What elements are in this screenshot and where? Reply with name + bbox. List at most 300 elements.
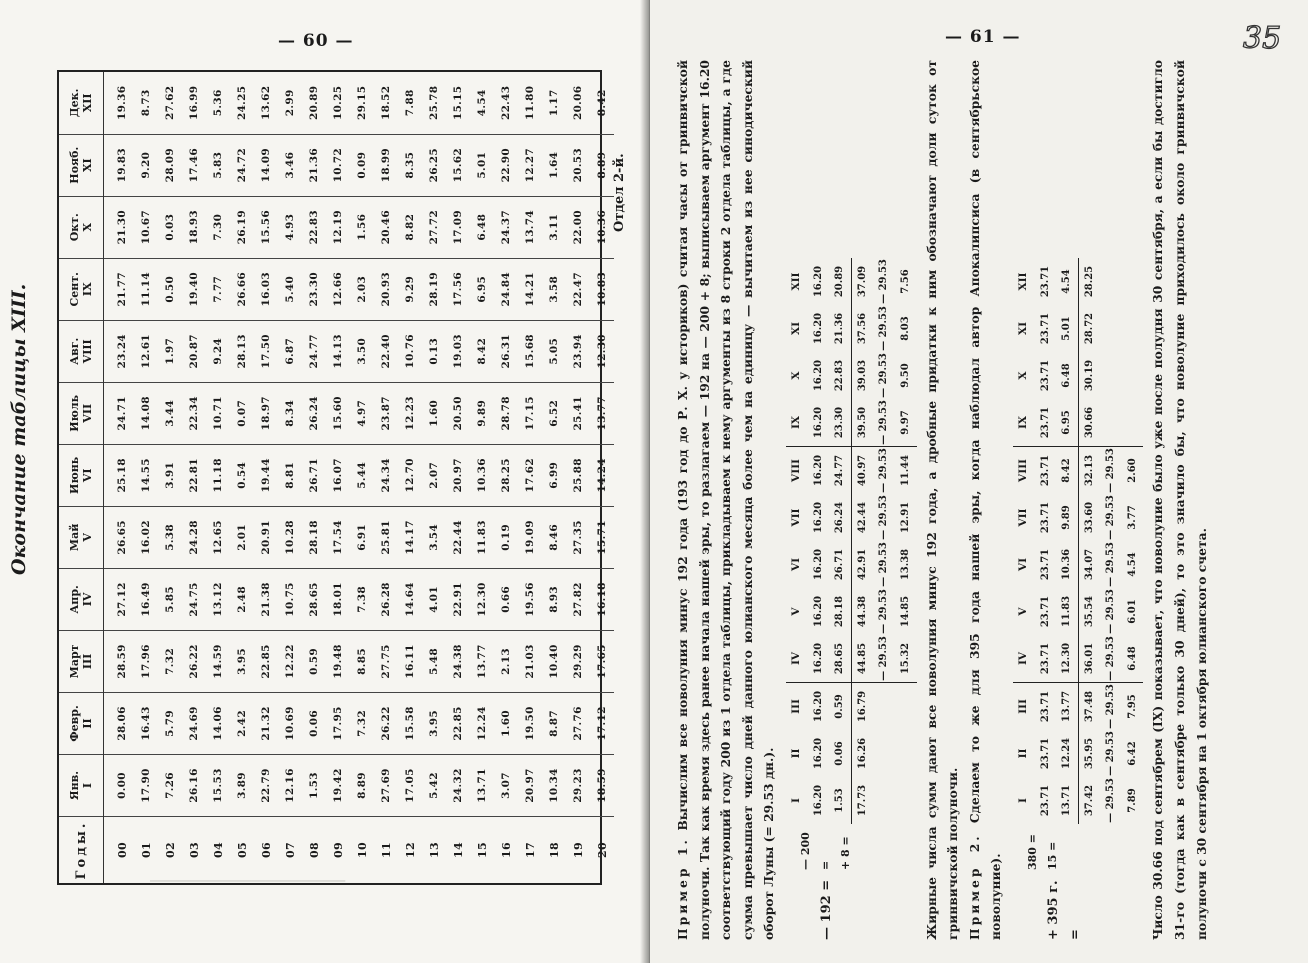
value-cell: 15.62 xyxy=(446,134,470,196)
calc-1-label: — 192 = xyxy=(818,879,834,940)
value-cell: 12.23 xyxy=(398,382,422,444)
calc-row-sum xyxy=(851,258,873,824)
value-cell: 11.80 xyxy=(518,72,542,134)
value-cell: 26.22 xyxy=(374,692,398,754)
value-cell: 8.73 xyxy=(134,72,158,134)
value-cell: 29.23 xyxy=(566,754,590,816)
value-cell: 10.34 xyxy=(542,754,566,816)
value-cell: 20.91 xyxy=(254,506,278,568)
value-cell: 12.70 xyxy=(398,444,422,506)
table-body xyxy=(104,72,615,883)
calc-cell xyxy=(873,777,895,824)
calc-cell xyxy=(895,730,917,777)
calc-cell: 16.20 xyxy=(812,690,824,723)
month-header xyxy=(59,382,104,444)
value-cell: 27.12 xyxy=(104,568,135,630)
value-cell: 19.03 xyxy=(446,320,470,382)
table-row xyxy=(518,72,542,883)
calc-cell: XII xyxy=(789,272,802,291)
table-row xyxy=(590,72,614,883)
calc-cell: 42.44 xyxy=(851,494,873,541)
calc-cell: 3.77 xyxy=(1126,505,1138,530)
value-cell: 22.40 xyxy=(374,320,398,382)
value-cell: 3.95 xyxy=(422,692,446,754)
calc-row-row2 xyxy=(829,258,851,824)
calc-row-row1 xyxy=(808,258,830,824)
value-cell: 22.85 xyxy=(254,630,278,692)
value-cell: 24.84 xyxy=(494,258,518,320)
month-name: Февр. xyxy=(68,705,81,742)
calc-cell: 26.24 xyxy=(834,501,846,534)
calc-cell: III xyxy=(1016,699,1029,714)
value-cell: 16.18 xyxy=(590,568,614,630)
value-cell: 5.83 xyxy=(206,134,230,196)
value-cell: 17.90 xyxy=(134,754,158,816)
value-cell: 3.44 xyxy=(158,382,182,444)
calc-cell: 13.77 xyxy=(1061,690,1073,723)
value-cell: 24.75 xyxy=(182,568,206,630)
value-cell: 1.97 xyxy=(158,320,182,382)
year-cell: 05 xyxy=(235,842,249,858)
calc-cell: II xyxy=(789,748,802,759)
calc-cell: 7.56 xyxy=(899,269,911,294)
value-cell: 5.36 xyxy=(206,72,230,134)
value-cell: 8.42 xyxy=(590,72,614,134)
calc-cell: 16.20 xyxy=(812,312,824,345)
example-2-text: Сделаем то же для 395 года нашей эры, когда наблюдал автор Апокалипсиса (в сентябрьское новолуние). xyxy=(966,59,1004,940)
value-cell: 14.64 xyxy=(398,568,422,630)
value-cell: 24.77 xyxy=(302,320,326,382)
calc-row-row2 xyxy=(1056,258,1078,824)
value-cell: 8.46 xyxy=(542,506,566,568)
value-cell: 10.36 xyxy=(590,196,614,258)
calc-cell: 42.91 xyxy=(851,541,873,588)
value-cell: 12.24 xyxy=(470,692,494,754)
calc-cell: — 29.53 xyxy=(1105,589,1117,634)
calc-cell: 0.06 xyxy=(834,741,846,766)
value-cell: 17.95 xyxy=(326,692,350,754)
table-row xyxy=(494,72,518,883)
calc-cell: 23.71 xyxy=(1039,454,1051,487)
value-cell: 0.59 xyxy=(302,630,326,692)
calc-cell: 23.71 xyxy=(1039,690,1051,723)
value-cell: 3.54 xyxy=(422,506,446,568)
value-cell: 15.15 xyxy=(446,72,470,134)
calc-cell: V xyxy=(1016,607,1029,616)
month-header xyxy=(59,754,104,816)
calc-cell: 11.44 xyxy=(899,454,911,487)
value-cell: 8.35 xyxy=(398,134,422,196)
year-cell: 02 xyxy=(163,842,177,858)
calc-cell: 23.71 xyxy=(1035,635,1057,683)
value-cell: 18.97 xyxy=(254,382,278,444)
calc-cell: — 29.53 xyxy=(1105,778,1117,823)
year-cell: 06 xyxy=(259,842,273,858)
value-cell: 26.31 xyxy=(494,320,518,382)
value-cell: 8.87 xyxy=(542,692,566,754)
value-cell: 24.28 xyxy=(182,506,206,568)
calc-cell: — 29.53 xyxy=(873,399,895,447)
value-cell: 0.09 xyxy=(350,134,374,196)
month-header xyxy=(59,134,104,196)
value-cell: 22.47 xyxy=(566,258,590,320)
value-cell: 7.30 xyxy=(206,196,230,258)
calc-cell: 30.19 xyxy=(1078,352,1100,399)
value-cell: 24.25 xyxy=(230,72,254,134)
month-header xyxy=(59,196,104,258)
value-cell: 24.37 xyxy=(494,196,518,258)
value-cell: 3.11 xyxy=(542,196,566,258)
value-cell: 10.40 xyxy=(542,630,566,692)
calc-cell: 23.30 xyxy=(829,399,851,447)
value-cell: 19.40 xyxy=(182,258,206,320)
value-cell: 12.16 xyxy=(278,754,302,816)
table-row xyxy=(206,72,230,883)
calc-cell: 16.20 xyxy=(812,501,824,534)
value-cell: 3.46 xyxy=(278,134,302,196)
calc-cell: 23.71 xyxy=(1035,399,1057,447)
calc-cell: X xyxy=(1016,371,1029,380)
value-cell: 10.71 xyxy=(206,382,230,444)
value-cell: 14.09 xyxy=(254,134,278,196)
value-cell: 22.44 xyxy=(446,506,470,568)
calc-cell: XI xyxy=(789,321,802,336)
value-cell: 2.99 xyxy=(278,72,302,134)
value-cell: 17.65 xyxy=(590,630,614,692)
calc-cell: 12.91 xyxy=(899,501,911,534)
value-cell: 12.30 xyxy=(470,568,494,630)
value-cell: 16.99 xyxy=(182,72,206,134)
calc-cell xyxy=(895,683,917,731)
value-cell: 15.68 xyxy=(518,320,542,382)
calc-cell: II xyxy=(1016,748,1029,759)
value-cell: 17.96 xyxy=(134,630,158,692)
value-cell: 20.50 xyxy=(446,382,470,444)
value-cell: 15.71 xyxy=(590,506,614,568)
calc-cell: XI xyxy=(1016,321,1029,336)
calc-cell: IX xyxy=(1013,399,1035,447)
value-cell: 26.19 xyxy=(230,196,254,258)
table-header-row xyxy=(59,72,104,883)
value-cell: 10.69 xyxy=(278,692,302,754)
calc-cell: 4.54 xyxy=(1126,552,1138,577)
value-cell: 0.06 xyxy=(302,692,326,754)
year-cell: 19 xyxy=(571,842,585,858)
year-cell: 12 xyxy=(403,842,417,858)
year-cell: 00 xyxy=(115,842,129,858)
calc-cell: 44.38 xyxy=(851,588,873,635)
section-label: Отдел 2-й. xyxy=(612,153,627,232)
calc-cell: 12.30 xyxy=(1056,635,1078,683)
value-cell: 7.88 xyxy=(398,72,422,134)
calc-cell: 6.42 xyxy=(1126,741,1138,766)
value-cell: 14.13 xyxy=(326,320,350,382)
calc-1-brace xyxy=(786,824,856,870)
year-cell: 09 xyxy=(331,842,345,858)
value-cell: 7.26 xyxy=(158,754,182,816)
value-cell: 3.91 xyxy=(158,444,182,506)
calc-cell xyxy=(1100,258,1122,305)
month-header xyxy=(59,444,104,506)
calc-cell: V xyxy=(789,607,802,616)
month-header xyxy=(59,506,104,568)
calc-2-table xyxy=(1013,258,1144,824)
table-row xyxy=(230,72,254,883)
calc-cell xyxy=(873,683,895,731)
calc-cell: 23.71 xyxy=(1039,595,1051,628)
value-cell: 12.27 xyxy=(518,134,542,196)
value-cell: 1.60 xyxy=(494,692,518,754)
value-cell: 22.34 xyxy=(182,382,206,444)
value-cell: 5.38 xyxy=(158,506,182,568)
calc-cell: 2.60 xyxy=(1126,458,1138,483)
month-name: Авг. xyxy=(68,337,81,365)
value-cell: 12.19 xyxy=(326,196,350,258)
table-row xyxy=(326,72,350,883)
value-cell: 29.15 xyxy=(350,72,374,134)
value-cell: 14.17 xyxy=(398,506,422,568)
value-cell: 3.89 xyxy=(230,754,254,816)
value-cell: 29.29 xyxy=(566,630,590,692)
calc-cell: I xyxy=(1016,798,1029,803)
calc-row-sum xyxy=(1078,258,1100,824)
calc-cell: 12.24 xyxy=(1061,737,1073,770)
table-row xyxy=(302,72,326,883)
calc-cell: IX xyxy=(786,399,808,447)
calc-cell: 32.13 xyxy=(1078,447,1100,495)
calc-cell: XII xyxy=(1016,272,1029,291)
value-cell: 18.01 xyxy=(326,568,350,630)
value-cell: 28.13 xyxy=(230,320,254,382)
value-cell: 25.18 xyxy=(104,444,135,506)
calc-cell: 10.36 xyxy=(1061,548,1073,581)
calc-cell xyxy=(1122,305,1144,352)
table-row xyxy=(158,72,182,883)
calc-cell: 22.83 xyxy=(834,359,846,392)
table-row xyxy=(182,72,206,883)
calc-1-table xyxy=(786,258,917,824)
year-cell: 07 xyxy=(283,842,297,858)
month-name: Нояб. xyxy=(68,146,81,184)
value-cell: 27.35 xyxy=(566,506,590,568)
value-cell: 5.40 xyxy=(278,258,302,320)
calc-cell: 28.65 xyxy=(829,635,851,683)
year-cell: 20 xyxy=(595,842,609,858)
value-cell: 12.66 xyxy=(326,258,350,320)
value-cell: 19.44 xyxy=(254,444,278,506)
value-cell: 20.46 xyxy=(374,196,398,258)
calc-2-brace xyxy=(1013,824,1063,870)
calc-cell: 16.20 xyxy=(812,595,824,628)
value-cell: 18.99 xyxy=(374,134,398,196)
calc-cell: 28.25 xyxy=(1078,258,1100,305)
value-cell: 16.07 xyxy=(326,444,350,506)
calc-cell: 39.50 xyxy=(851,399,873,447)
calc-cell: 13.71 xyxy=(1061,784,1073,817)
value-cell: 27.72 xyxy=(422,196,446,258)
month-roman: IV xyxy=(81,592,94,607)
value-cell: 28.25 xyxy=(494,444,518,506)
value-cell: 5.05 xyxy=(542,320,566,382)
calc-cell: 23.71 xyxy=(1039,501,1051,534)
value-cell: 16.03 xyxy=(254,258,278,320)
value-cell: 9.29 xyxy=(398,258,422,320)
right-page-text-column xyxy=(672,60,1272,940)
calc-1-brace-top: — 200 = xyxy=(798,832,832,870)
value-cell: 28.09 xyxy=(158,134,182,196)
value-cell: 12.22 xyxy=(278,630,302,692)
value-cell: 5.44 xyxy=(350,444,374,506)
table-row xyxy=(374,72,398,883)
value-cell: 24.71 xyxy=(104,382,135,444)
calc-cell: 35.95 xyxy=(1078,730,1100,777)
value-cell: 2.03 xyxy=(350,258,374,320)
value-cell: 6.52 xyxy=(542,382,566,444)
value-cell: 12.65 xyxy=(206,506,230,568)
value-cell: 7.77 xyxy=(206,258,230,320)
calc-cell: 36.01 xyxy=(1078,635,1100,683)
value-cell: 26.16 xyxy=(182,754,206,816)
value-cell: 26.65 xyxy=(104,506,135,568)
value-cell: 10.75 xyxy=(278,568,302,630)
value-cell: 0.19 xyxy=(494,506,518,568)
year-cell: 18 xyxy=(547,842,561,858)
table-row xyxy=(350,72,374,883)
value-cell: 6.87 xyxy=(278,320,302,382)
value-cell: 6.48 xyxy=(470,196,494,258)
value-cell: 13.62 xyxy=(254,72,278,134)
value-cell: 20.93 xyxy=(374,258,398,320)
bleed-through-text: ─────────────────────────── xyxy=(150,874,346,888)
value-cell: 14.55 xyxy=(134,444,158,506)
calc-2-label: + 395 г. = xyxy=(1045,880,1083,940)
calc-cell: 44.85 xyxy=(851,635,873,683)
value-cell: 18.93 xyxy=(182,196,206,258)
value-cell: 10.76 xyxy=(398,320,422,382)
calc-cell xyxy=(1100,399,1122,447)
value-cell: 18.52 xyxy=(374,72,398,134)
value-cell: 0.54 xyxy=(230,444,254,506)
value-cell: 22.00 xyxy=(566,196,590,258)
value-cell: 5.01 xyxy=(470,134,494,196)
calc-cell xyxy=(1122,399,1144,447)
month-header xyxy=(59,568,104,630)
year-cell: 01 xyxy=(139,842,153,858)
calculation-1 xyxy=(786,60,917,940)
value-cell: 24.34 xyxy=(374,444,398,506)
calc-cell: 7.89 xyxy=(1126,788,1138,813)
table-row xyxy=(134,72,158,883)
calc-cell: 23.71 xyxy=(1039,548,1051,581)
calc-cell: 37.48 xyxy=(1078,683,1100,731)
calc-cell: — 29.53 xyxy=(1105,495,1117,540)
table-row xyxy=(278,72,302,883)
value-cell: 12.30 xyxy=(590,320,614,382)
calc-cell: — 29.53 xyxy=(878,259,890,304)
value-cell: 16.11 xyxy=(398,630,422,692)
calc-cell: 8.42 xyxy=(1061,458,1073,483)
month-roman: XI xyxy=(81,158,94,173)
calc-cell: — 29.53 xyxy=(878,589,890,634)
table-grid xyxy=(59,72,614,883)
calc-row-headers xyxy=(786,258,808,824)
calculation-2 xyxy=(1013,60,1144,940)
year-cell: 10 xyxy=(355,842,369,858)
value-cell: 2.01 xyxy=(230,506,254,568)
value-cell: 24.69 xyxy=(182,692,206,754)
calc-cell: 16.20 xyxy=(808,635,830,683)
value-cell: 13.77 xyxy=(470,630,494,692)
value-cell: 17.62 xyxy=(518,444,542,506)
value-cell: 10.25 xyxy=(326,72,350,134)
value-cell: 10.83 xyxy=(590,258,614,320)
value-cell: 8.81 xyxy=(278,444,302,506)
calc-cell: 37.56 xyxy=(851,305,873,352)
value-cell: 5.79 xyxy=(158,692,182,754)
calc-cell xyxy=(1122,258,1144,305)
year-cell: 11 xyxy=(379,842,393,858)
value-cell: 0.13 xyxy=(422,320,446,382)
value-cell: 23.30 xyxy=(302,258,326,320)
month-roman: IX xyxy=(81,282,94,297)
month-name: Май xyxy=(68,523,81,552)
value-cell: 13.77 xyxy=(590,382,614,444)
value-cell: 5.48 xyxy=(422,630,446,692)
calc-cell: VIII xyxy=(1016,459,1029,482)
value-cell: 14.24 xyxy=(590,444,614,506)
value-cell: 22.91 xyxy=(446,568,470,630)
calc-cell: 9.89 xyxy=(1061,505,1073,530)
example-1-paragraph xyxy=(672,60,780,940)
calc-cell: — 29.53 xyxy=(878,448,890,493)
value-cell: 19.56 xyxy=(518,568,542,630)
month-roman: I xyxy=(81,782,94,789)
month-roman: VI xyxy=(81,468,94,483)
value-cell: 19.50 xyxy=(518,692,542,754)
calc-cell: IV xyxy=(786,635,808,683)
value-cell: 10.67 xyxy=(134,196,158,258)
value-cell: 26.28 xyxy=(374,568,398,630)
table-row xyxy=(542,72,566,883)
calc-cell: 1.53 xyxy=(834,788,846,813)
calc-cell: 28.72 xyxy=(1078,305,1100,352)
stamp-number: 35 xyxy=(1243,21,1282,56)
calc-cell: VII xyxy=(1016,508,1029,527)
value-cell: 20.53 xyxy=(566,134,590,196)
month-header xyxy=(59,692,104,754)
calc-cell: 16.20 xyxy=(808,399,830,447)
left-page xyxy=(0,0,650,963)
calc-cell: 21.36 xyxy=(834,312,846,345)
value-cell: 19.09 xyxy=(518,506,542,568)
value-cell: 4.01 xyxy=(422,568,446,630)
calc-cell: — 29.53 xyxy=(1105,542,1117,587)
year-column-header: Годы. xyxy=(59,817,104,884)
calc-cell: 6.01 xyxy=(1126,599,1138,624)
value-cell: 1.60 xyxy=(422,382,446,444)
value-cell: 22.81 xyxy=(182,444,206,506)
value-cell: 8.42 xyxy=(470,320,494,382)
value-cell: 27.82 xyxy=(566,568,590,630)
calc-1-brace-bottom: + 8 = xyxy=(838,836,852,870)
value-cell: 5.85 xyxy=(158,568,182,630)
example-2-paragraph xyxy=(964,60,1007,940)
table-row xyxy=(254,72,278,883)
calc-cell: 24.77 xyxy=(834,454,846,487)
calc-cell: 16.79 xyxy=(851,683,873,731)
table-heading: Окончание таблицы XIII. xyxy=(8,283,30,575)
value-cell: 25.41 xyxy=(566,382,590,444)
